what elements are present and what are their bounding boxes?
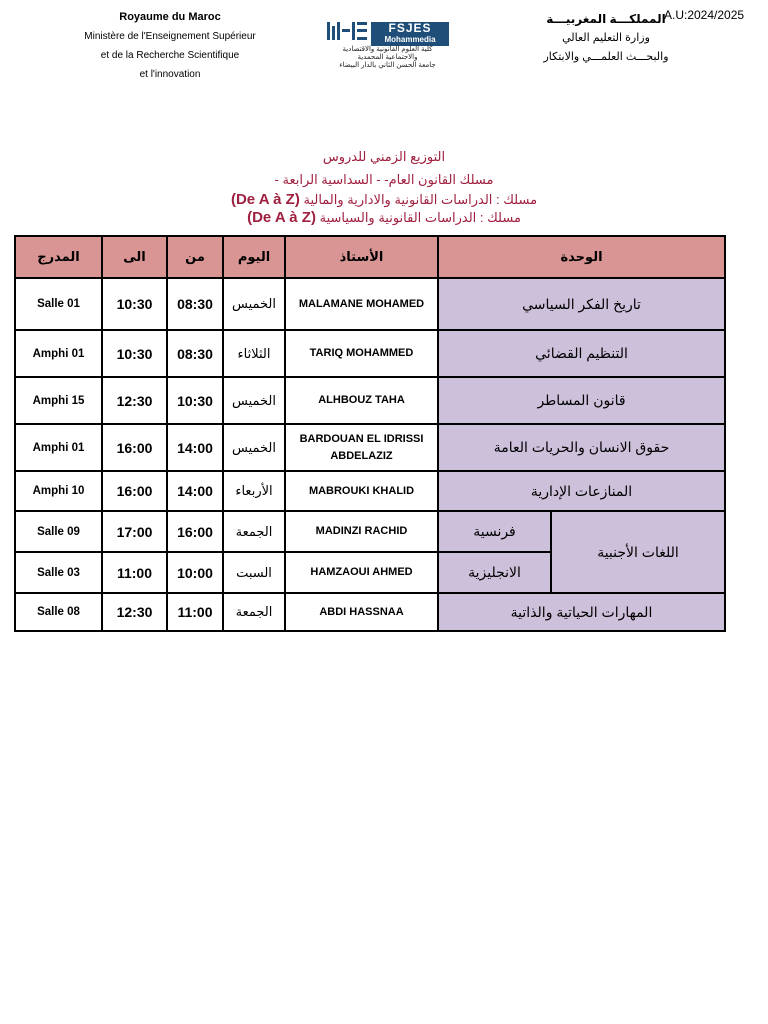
cell-to: 17:00 (102, 511, 167, 552)
cell-professor: BARDOUAN EL IDRISSI ABDELAZIZ (285, 424, 438, 471)
cell-to: 10:30 (102, 330, 167, 377)
cell-day: الجمعة (223, 593, 285, 631)
cell-to: 11:00 (102, 552, 167, 593)
header-day: اليوم (223, 236, 285, 278)
header-professor: الأستاذ (285, 236, 438, 278)
cell-room: Amphi 01 (15, 424, 102, 471)
logo-caption-line2: والاجتماعية المحمدية (357, 54, 418, 61)
cell-from: 08:30 (167, 330, 223, 377)
logo-caption-line1: كلية العلوم القانونية والاقتصادية (342, 46, 433, 53)
logo-brand (371, 22, 449, 46)
cell-from: 14:00 (167, 471, 223, 511)
academic-year: A.U:2024/2025 (664, 8, 745, 22)
table-header-row (15, 236, 725, 278)
cell-unit: حقوق الانسان والحريات العامة (438, 424, 725, 471)
cell-day: السبت (223, 552, 285, 593)
faculty-emblem-icon (325, 20, 369, 42)
track-admin-finance (0, 191, 768, 209)
kingdom-fr: Royaume du Maroc (119, 11, 221, 23)
header-room: المدرج (15, 236, 102, 278)
cell-professor: MABROUKI KHALID (285, 471, 438, 511)
logo-caption-line3: جامعة الحسن الثاني بالدار البيضاء (339, 62, 436, 69)
track-admin-finance-text: مسلك : الدراسات القانونية والادارية والمالية (303, 192, 538, 207)
table-row (15, 593, 725, 631)
track-political-range: (De A à Z) (247, 209, 316, 226)
cell-unit: اللغات الأجنبية (551, 511, 725, 593)
table-row (15, 511, 725, 552)
track-admin-finance-range: (De A à Z) (230, 191, 300, 208)
table-row (15, 471, 725, 511)
ministry-fr-line2: et de la Recherche Scientifique (100, 50, 240, 61)
cell-from: 10:00 (167, 552, 223, 593)
cell-language-sub: فرنسية (438, 511, 551, 552)
cell-room: Salle 03 (15, 552, 102, 593)
cell-language-sub: الانجليزية (438, 552, 551, 593)
logo-brand-name: FSJES (388, 21, 432, 35)
cell-professor: MALAMANE MOHAMED (285, 278, 438, 330)
track-political-text: مسلك : الدراسات القانونية والسياسية (319, 210, 521, 225)
cell-professor: MADINZI RACHID (285, 511, 438, 552)
ministry-ar-line1: وزارة التعليم العالي (562, 32, 650, 44)
schedule-title: التوزيع الزمني للدروس (322, 149, 446, 164)
track-political (0, 209, 768, 227)
cell-unit: قانون المساطر (438, 377, 725, 424)
cell-to: 10:30 (102, 278, 167, 330)
cell-from: 11:00 (167, 593, 223, 631)
schedule-titles (0, 145, 768, 227)
cell-day: الثلاثاء (223, 330, 285, 377)
table-row (15, 278, 725, 330)
table-row (15, 330, 725, 377)
header-unit: الوحدة (438, 236, 725, 278)
cell-professor: ALHBOUZ TAHA (285, 377, 438, 424)
header-to: الى (102, 236, 167, 278)
cell-from: 10:30 (167, 377, 223, 424)
ministry-fr-line3: et l'innovation (139, 69, 201, 80)
cell-professor: HAMZAOUI AHMED (285, 552, 438, 593)
cell-room: Amphi 01 (15, 330, 102, 377)
cell-day: الخميس (223, 424, 285, 471)
fsjes-logo (325, 20, 450, 72)
cell-day: الأربعاء (223, 471, 285, 511)
cell-room: Amphi 15 (15, 377, 102, 424)
cell-to: 12:30 (102, 593, 167, 631)
cell-to: 12:30 (102, 377, 167, 424)
cell-room: Salle 01 (15, 278, 102, 330)
schedule-table (14, 235, 726, 632)
cell-day: الخميس (223, 377, 285, 424)
cell-unit: التنظيم القضائي (438, 330, 725, 377)
cell-unit: تاريخ الفكر السياسي (438, 278, 725, 330)
cell-professor: TARIQ MOHAMMED (285, 330, 438, 377)
header-left-block (70, 8, 270, 84)
ministry-fr-line1: Ministère de l'Enseignement Supérieur (84, 31, 256, 42)
cell-day: الجمعة (223, 511, 285, 552)
cell-room: Salle 08 (15, 593, 102, 631)
table-row (15, 377, 725, 424)
table-row (15, 424, 725, 471)
cell-room: Salle 09 (15, 511, 102, 552)
cell-to: 16:00 (102, 471, 167, 511)
logo-brand-city: Mohammedia (384, 35, 436, 44)
logo-caption (325, 46, 450, 70)
track-semester-title: مسلك القانون العام- - السداسية الرابعة - (274, 172, 494, 187)
cell-from: 16:00 (167, 511, 223, 552)
cell-to: 16:00 (102, 424, 167, 471)
cell-professor: ABDI HASSNAA (285, 593, 438, 631)
kingdom-ar: المملكـــة المغربيـــة (546, 12, 666, 26)
cell-from: 08:30 (167, 278, 223, 330)
cell-room: Amphi 10 (15, 471, 102, 511)
header-right-block (526, 10, 686, 67)
cell-unit: المنازعات الإدارية (438, 471, 725, 511)
cell-day: الخميس (223, 278, 285, 330)
cell-unit: المهارات الحياتية والذاتية (438, 593, 725, 631)
cell-from: 14:00 (167, 424, 223, 471)
ministry-ar-line2: والبحـــث العلمـــي والابتكار (543, 51, 669, 63)
header-from: من (167, 236, 223, 278)
